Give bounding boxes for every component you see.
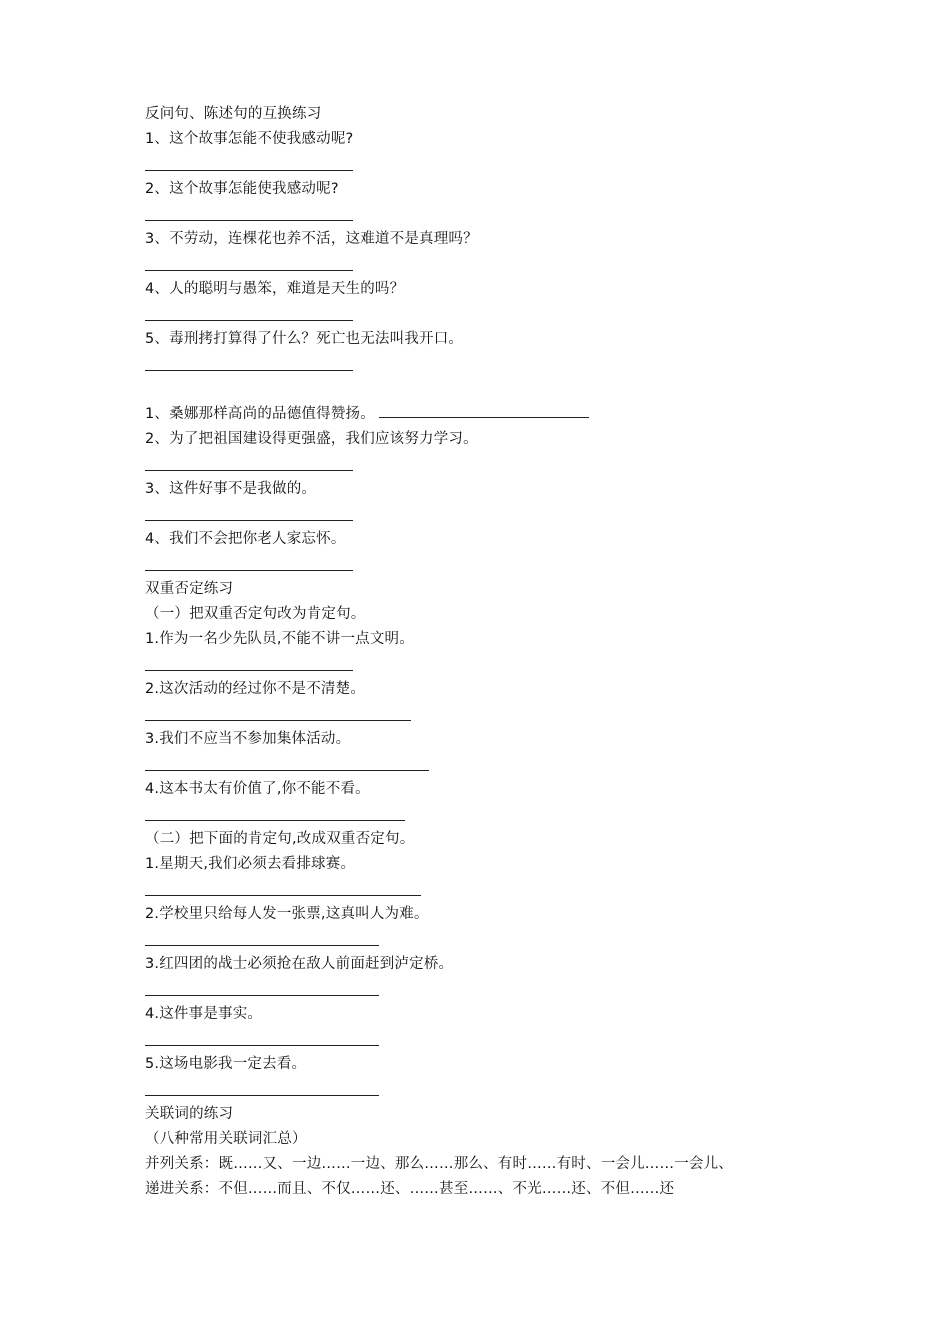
conjunction-line: 并列关系：既……又、一边……一边、那么……那么、有时……有时、一会儿……一会儿、: [145, 1156, 733, 1172]
answer-blank[interactable]: [145, 702, 845, 727]
subsection-title: （一）把双重否定句改为肯定句。: [145, 606, 366, 622]
answer-blank[interactable]: [145, 252, 845, 277]
answer-blank[interactable]: [145, 202, 845, 227]
spacer: [145, 377, 845, 402]
answer-blank[interactable]: [145, 877, 845, 902]
exercise-item: 4.这件事是事实。: [145, 1006, 263, 1022]
exercise-item: 2、这个故事怎能使我感动呢?: [145, 181, 339, 197]
exercise-item: 1.作为一名少先队员,不能不讲一点文明。: [145, 631, 414, 647]
answer-blank[interactable]: [145, 152, 845, 177]
section-title-double-negative: 双重否定练习: [145, 581, 234, 597]
answer-blank[interactable]: [145, 1027, 845, 1052]
exercise-item: 4、我们不会把你老人家忘怀。: [145, 531, 346, 547]
exercise-item: 2、为了把祖国建设得更强盛，我们应该努力学习。: [145, 431, 478, 447]
exercise-item: 3.红四团的战士必须抢在敌人前面赶到泸定桥。: [145, 956, 454, 972]
answer-blank[interactable]: [145, 1077, 845, 1102]
exercise-item: 3.我们不应当不参加集体活动。: [145, 731, 351, 747]
exercise-item: 4.这本书太有价值了,你不能不看。: [145, 781, 370, 797]
exercise-item: 4、人的聪明与愚笨，难道是天生的吗？: [145, 281, 405, 297]
answer-blank[interactable]: [145, 302, 845, 327]
conjunction-line: 递进关系：不但……而且、不仅……还、……甚至……、不光……还、不但……还: [145, 1181, 675, 1197]
answer-blank[interactable]: [145, 752, 845, 777]
document-content: [145, 102, 845, 1202]
answer-blank[interactable]: [145, 977, 845, 1002]
answer-blank[interactable]: [145, 652, 845, 677]
answer-blank[interactable]: [145, 802, 845, 827]
answer-blank[interactable]: [145, 502, 845, 527]
answer-blank[interactable]: [145, 452, 845, 477]
exercise-item: 1.星期天,我们必须去看排球赛。: [145, 856, 356, 872]
answer-blank[interactable]: [145, 927, 845, 952]
section-subtitle: （八种常用关联词汇总）: [145, 1131, 307, 1147]
section-title-conjunctions: 关联词的练习: [145, 1106, 234, 1122]
exercise-item-inline: [145, 402, 845, 427]
section-title-rhetorical: 反问句、陈述句的互换练习: [145, 106, 322, 122]
exercise-item: 3、这件好事不是我做的。: [145, 481, 317, 497]
exercise-item: 5.这场电影我一定去看。: [145, 1056, 307, 1072]
subsection-title: （二）把下面的肯定句,改成双重否定句。: [145, 831, 415, 847]
answer-blank-inline[interactable]: [379, 403, 589, 418]
exercise-item: 2.学校里只给每人发一张票,这真叫人为难。: [145, 906, 429, 922]
answer-blank[interactable]: [145, 552, 845, 577]
answer-blank[interactable]: [145, 352, 845, 377]
exercise-item: 1、这个故事怎能不使我感动呢?: [145, 131, 354, 147]
exercise-item-text: 1、桑娜那样高尚的品德值得赞扬。: [145, 406, 375, 422]
exercise-item: 3、不劳动，连棵花也养不活，这难道不是真理吗？: [145, 231, 478, 247]
exercise-item: 5、毒刑拷打算得了什么？死亡也无法叫我开口。: [145, 331, 464, 347]
exercise-item: 2.这次活动的经过你不是不清楚。: [145, 681, 366, 697]
